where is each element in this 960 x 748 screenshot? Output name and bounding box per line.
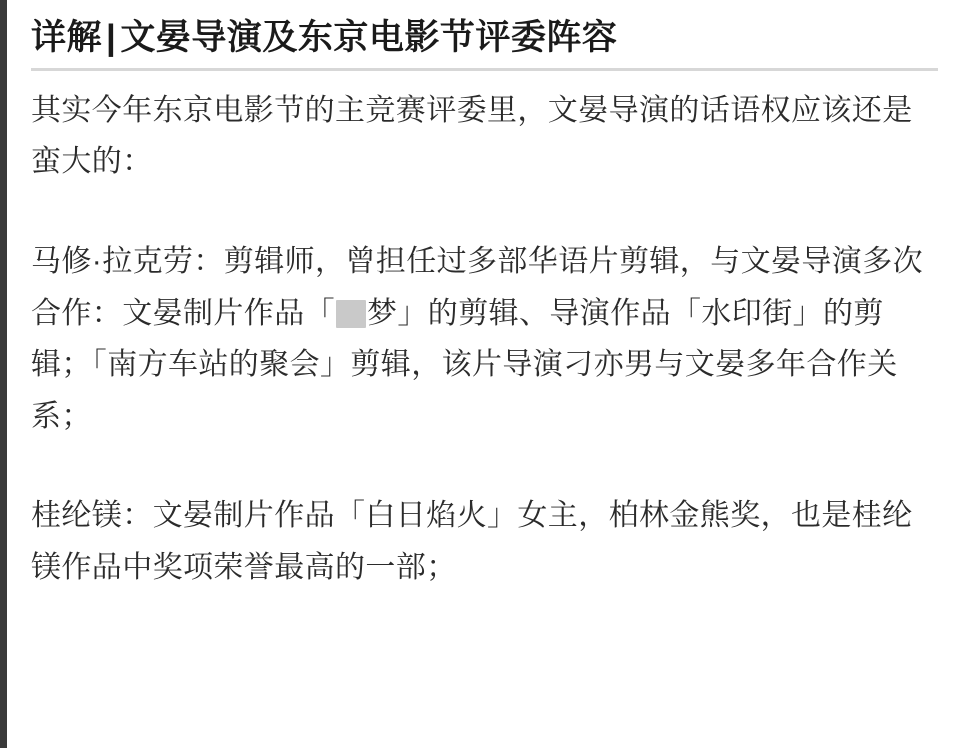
- page-title: [31, 16, 938, 60]
- title-divider: [31, 68, 938, 71]
- paragraph-editor-part2: 梦」的剪辑、导演作品「水印街」的剪辑；「南方车站的聚会」剪辑，该片导演刁亦男与文晏多年合作关系；: [31, 296, 898, 433]
- paragraph-actress: 桂纶镁：文晏制片作品「白日焰火」女主，柏林金熊奖，也是桂纶镁作品中奖项荣誉最高的一部；: [31, 499, 913, 584]
- redaction-block: [336, 300, 366, 328]
- paragraph-editor-part1: 马修·拉克劳：剪辑师，曾担任过多部华语片剪辑，与文晏导演多次合作：文晏制片作品「: [31, 244, 923, 330]
- left-margin-rule: [0, 0, 7, 748]
- headline-prefix: 详解: [31, 18, 103, 57]
- headline-separator: |: [106, 18, 117, 57]
- article-content: [7, 0, 960, 748]
- paragraph-editor: [31, 236, 938, 442]
- paragraph-intro: 其实今年东京电影节的主竞赛评委里，文晏导演的话语权应该还是蛮大的：: [31, 93, 913, 179]
- headline-main: 文晏导演及东京电影节评委阵容: [120, 18, 618, 57]
